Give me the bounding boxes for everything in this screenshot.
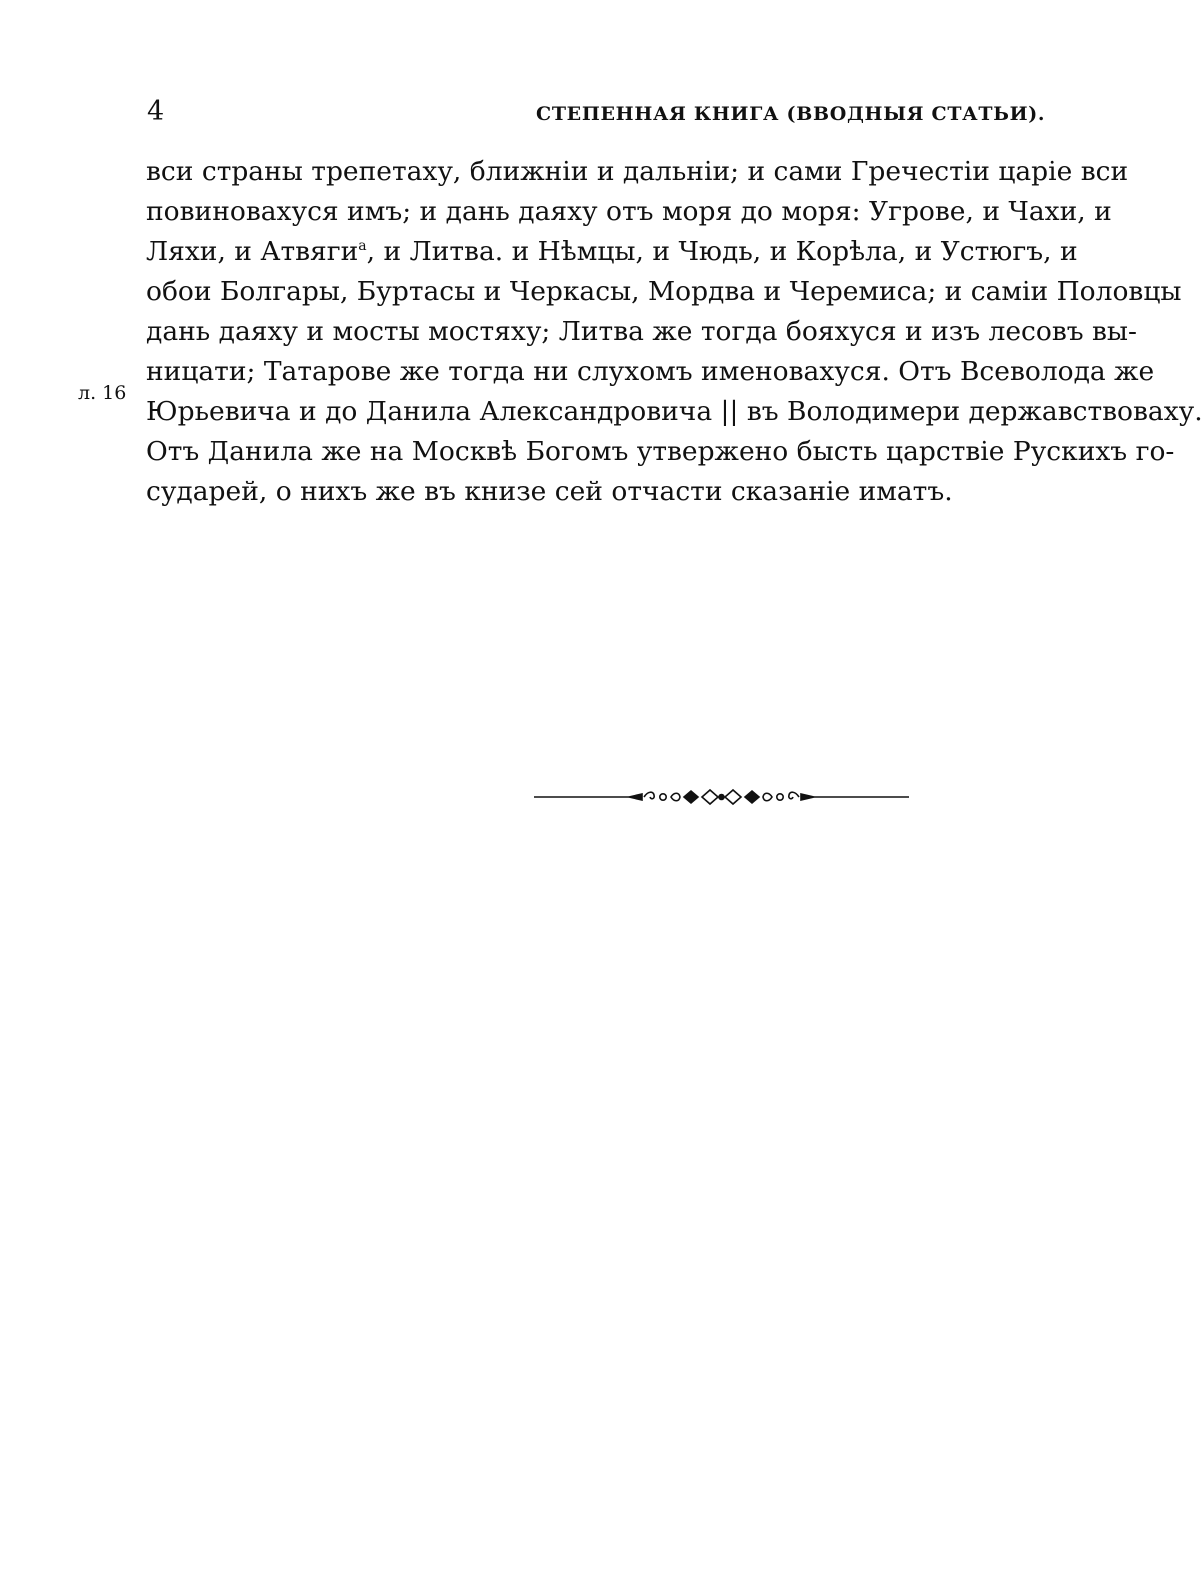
text-line: ницати; Татарове же тогда ни слухомъ именовахуся. Отъ Всеволода же xyxy=(146,356,1155,387)
text-line: Отъ Данила же на Москвѣ Богомъ утвержено бысть царствiе Рускихъ го- xyxy=(146,436,1175,467)
body-text xyxy=(146,152,1203,512)
decorative-rule-icon xyxy=(534,786,909,808)
text-line: повиновахуся имъ; и дань даяху отъ моря до моря: Угрове, и Чахи, и xyxy=(146,196,1112,227)
text-line-part: , и Литва. и Нѣмцы, и Чюдь, и Корѣла, и Устюгъ, и xyxy=(366,236,1078,267)
text-line: дань даяху и мосты мостяху; Литва же тогда бояхуся и изъ лесовъ вы- xyxy=(146,316,1137,347)
running-head: СТЕПЕННАЯ КНИГА (ВВОДНЫЯ СТАТЬИ). xyxy=(536,103,1046,125)
text-line-part: Ляхи, и Атвяги xyxy=(146,236,359,267)
text-line: Юрьевича и до Данила Александровича || въ Володимери державствоваху. xyxy=(146,396,1203,427)
text-line: обои Болгары, Буртасы и Черкасы, Мордва и Черемиса; и самiи Половцы xyxy=(146,276,1182,307)
text-line: сударей, о нихъ же въ книзе сей отчасти сказанiе иматъ. xyxy=(146,476,953,507)
text-line: вси страны трепетаху, ближнiи и дальнiи; и сами Гречестiи царiе вси xyxy=(146,156,1129,187)
text-line xyxy=(146,232,1078,272)
margin-folio-note: л. 16 xyxy=(78,382,127,404)
page-number: 4 xyxy=(147,96,165,127)
footnote-mark: а xyxy=(358,238,367,254)
